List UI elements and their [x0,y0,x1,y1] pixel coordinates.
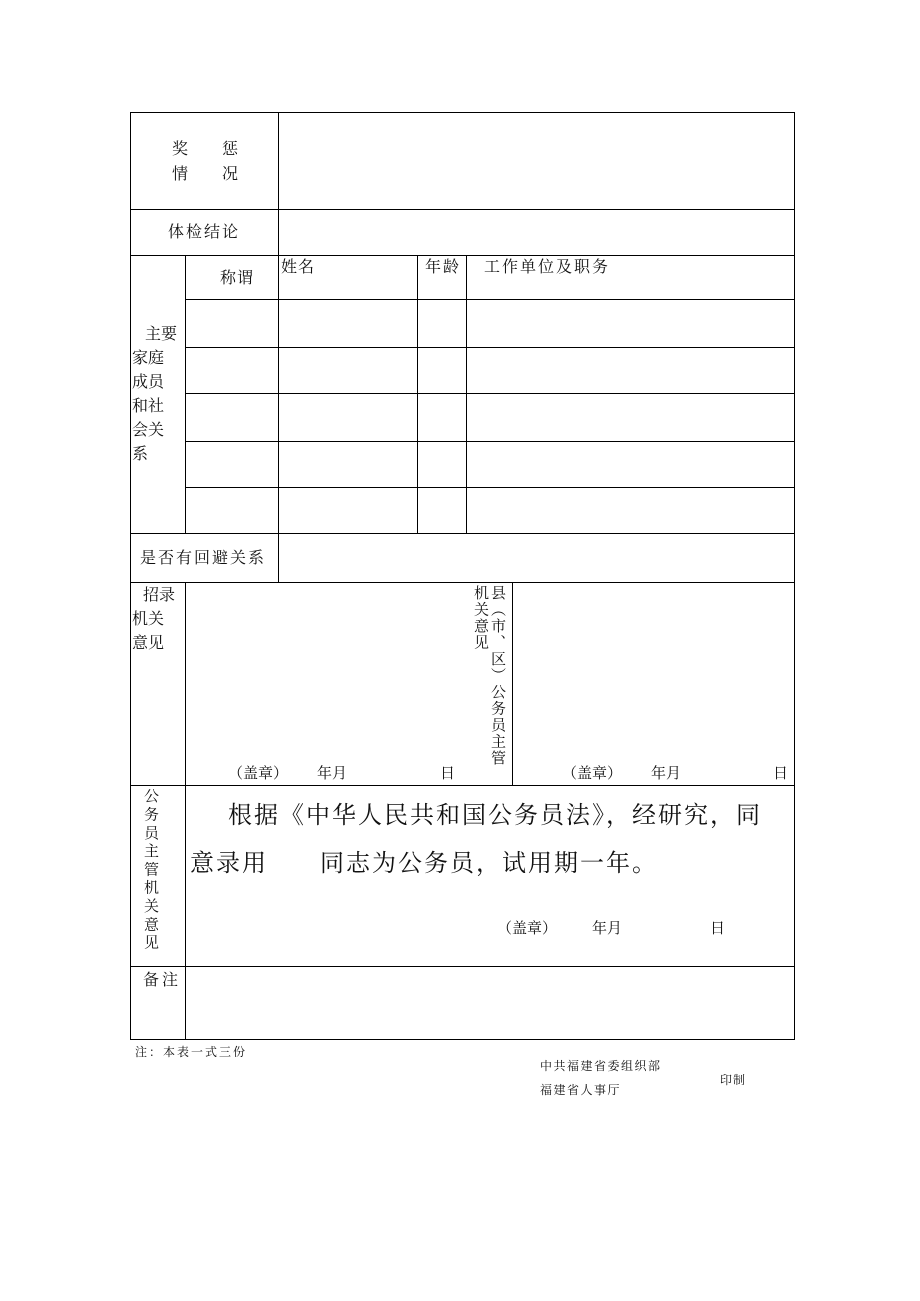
county-stamp-text: （盖章） [562,764,623,782]
family-member-row [186,348,794,393]
recruiting-year-month: 年月 [317,764,348,782]
remarks-label: 备注 [143,970,182,989]
avoidance-label: 是否有回避关系 [140,548,267,567]
family-member-row [186,442,794,487]
family-age-cell [418,442,466,487]
family-name-cell [279,394,417,441]
family-age-cell [418,488,466,533]
family-employer-cell [467,488,794,533]
family-member-row [186,300,794,347]
family-age-cell [418,348,466,393]
authority-year-month: 年月 [592,919,623,937]
recruiting-opinion-label: 招录机关意见 [132,585,176,652]
physical-exam-label: 体检结论 [168,222,241,241]
footer-printed: 印制 [720,1073,747,1087]
family-name-cell [279,488,417,533]
remarks-field [186,967,794,1039]
authority-opinion-label [142,788,159,953]
family-member-row [186,488,794,533]
county-opinion-label [472,585,506,767]
recruiting-day: 日 [440,764,456,782]
county-year-month: 年月 [651,764,682,782]
family-column-employer: 工作单位及职务 [484,257,611,276]
reward-punishment-field [279,113,794,209]
family-name-cell [279,300,417,347]
footer-issuer-1: 中共福建省委组织部 [540,1059,662,1073]
avoidance-field [279,534,794,582]
family-employer-cell [467,442,794,487]
footer-issuer-2: 福建省人事厅 [540,1083,622,1097]
recruiting-stamp-text: （盖章） [228,764,289,782]
footer-note: 注：本表一式三份 [135,1045,248,1059]
family-relation-cell [186,394,278,441]
family-age-cell [418,300,466,347]
family-name-cell [279,442,417,487]
authority-day: 日 [710,919,726,937]
table-rule-horizontal [130,255,795,256]
family-column-age: 年龄 [425,257,462,276]
recruiting-opinion-field [186,583,470,785]
county-day: 日 [773,764,789,782]
authority-opinion-text-line2: 意录用 同志为公务员，试用期一年。 [190,849,658,877]
family-column-relation: 称谓 [220,268,255,287]
county-opinion-label-col1: 县（市、区）公务员主管 [489,585,507,767]
family-section-label: 主要家庭成员和社会关系 [132,324,178,463]
family-relation-cell [186,442,278,487]
family-relation-cell [186,348,278,393]
family-employer-cell [467,300,794,347]
physical-exam-field [279,210,794,255]
family-age-cell [418,394,466,441]
reward-punishment-label: 奖惩情况 [172,139,273,183]
family-relation-cell [186,300,278,347]
family-employer-cell [467,348,794,393]
family-name-cell [279,348,417,393]
family-relation-cell [186,488,278,533]
county-opinion-field [513,583,794,785]
family-employer-cell [467,394,794,441]
authority-stamp-text: （盖章） [497,919,558,937]
authority-opinion-text-line1: 根据《中华人民共和国公务员法》，经研究，同 [228,801,762,829]
authority-opinion-label-text: 公务员主管机关意见 [142,788,160,953]
county-opinion-label-col2: 机关意见 [472,585,490,651]
family-member-row [186,394,794,441]
family-column-name: 姓名 [281,257,316,276]
